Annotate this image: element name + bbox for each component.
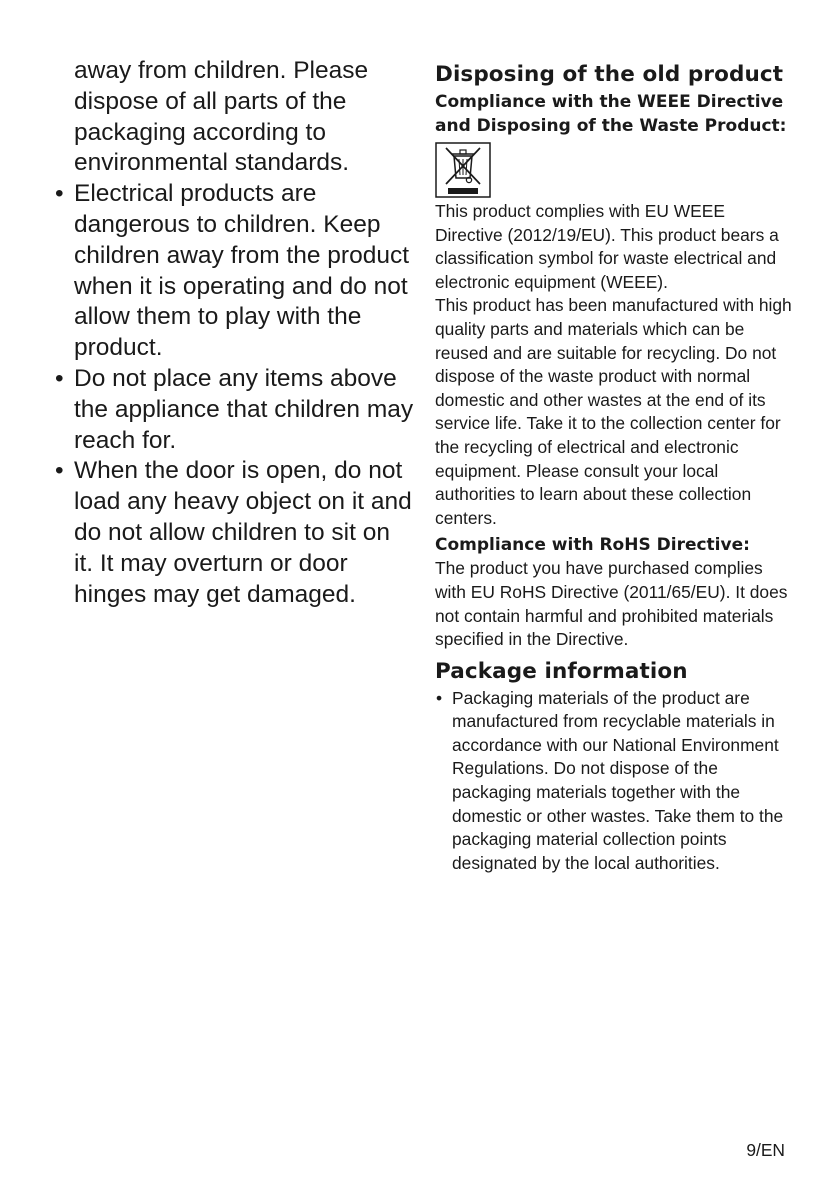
package-bullet-item: • Packaging materials of the product are manufactured from recyclable materials in accordance with our National Environment Regulations. Do not dispose of the packaging materials together with the domestic or other wastes. Take them to the packaging material collection points designated by the local authorities. xyxy=(435,687,795,876)
safety-bullet-door-open: • When the door is open, do not load any heavy object on it and do not allow children to sit on it. It may overturn or door hinges may get damaged. xyxy=(52,456,414,610)
continuation-paragraph: away from children. Please dispose of all parts of the packaging according to environmental standards. xyxy=(74,57,369,177)
rohs-subheading: Compliance with RoHS Directive: xyxy=(435,535,750,556)
rohs-paragraph: The product you have purchased complies with EU RoHS Directive (2011/65/EU). It does not contain harmful and prohibited materials specified in the Directive. xyxy=(435,558,788,650)
weee-paragraph-2: This product has been manufactured with high quality parts and materials which can be reused and are suitable for recycling. Do not dispose of the waste product with normal domestic and other wastes at the end of its service life. Take it to the collection center for the recycling of electrical and electronic equipment. Please consult your local authorities to learn about these collection centers. xyxy=(435,295,792,528)
weee-subheading: Compliance with the WEEE Directive and Disposing of the Waste Product: xyxy=(435,92,787,136)
safety-bullet-items-above: • Do not place any items above the appliance that children may reach for. xyxy=(52,364,414,456)
safety-bullet-electrical: • Electrical products are dangerous to children. Keep children away from the product when it is operating and do not allow them to play with the product. xyxy=(52,179,414,364)
left-column xyxy=(52,56,414,610)
package-bullet-list xyxy=(435,687,795,876)
safety-bullet-list xyxy=(52,179,414,610)
crossed-out-wheelie-bin-icon xyxy=(435,142,491,198)
right-column xyxy=(435,60,795,875)
page-number: 9/EN xyxy=(746,1140,785,1160)
disposing-heading: Disposing of the old product xyxy=(435,62,784,87)
package-heading: Package information xyxy=(435,658,688,684)
weee-paragraph-1: This product complies with EU WEEE Directive (2012/19/EU). This product bears a classification symbol for waste electrical and electronic equipment (WEEE). xyxy=(435,201,779,292)
